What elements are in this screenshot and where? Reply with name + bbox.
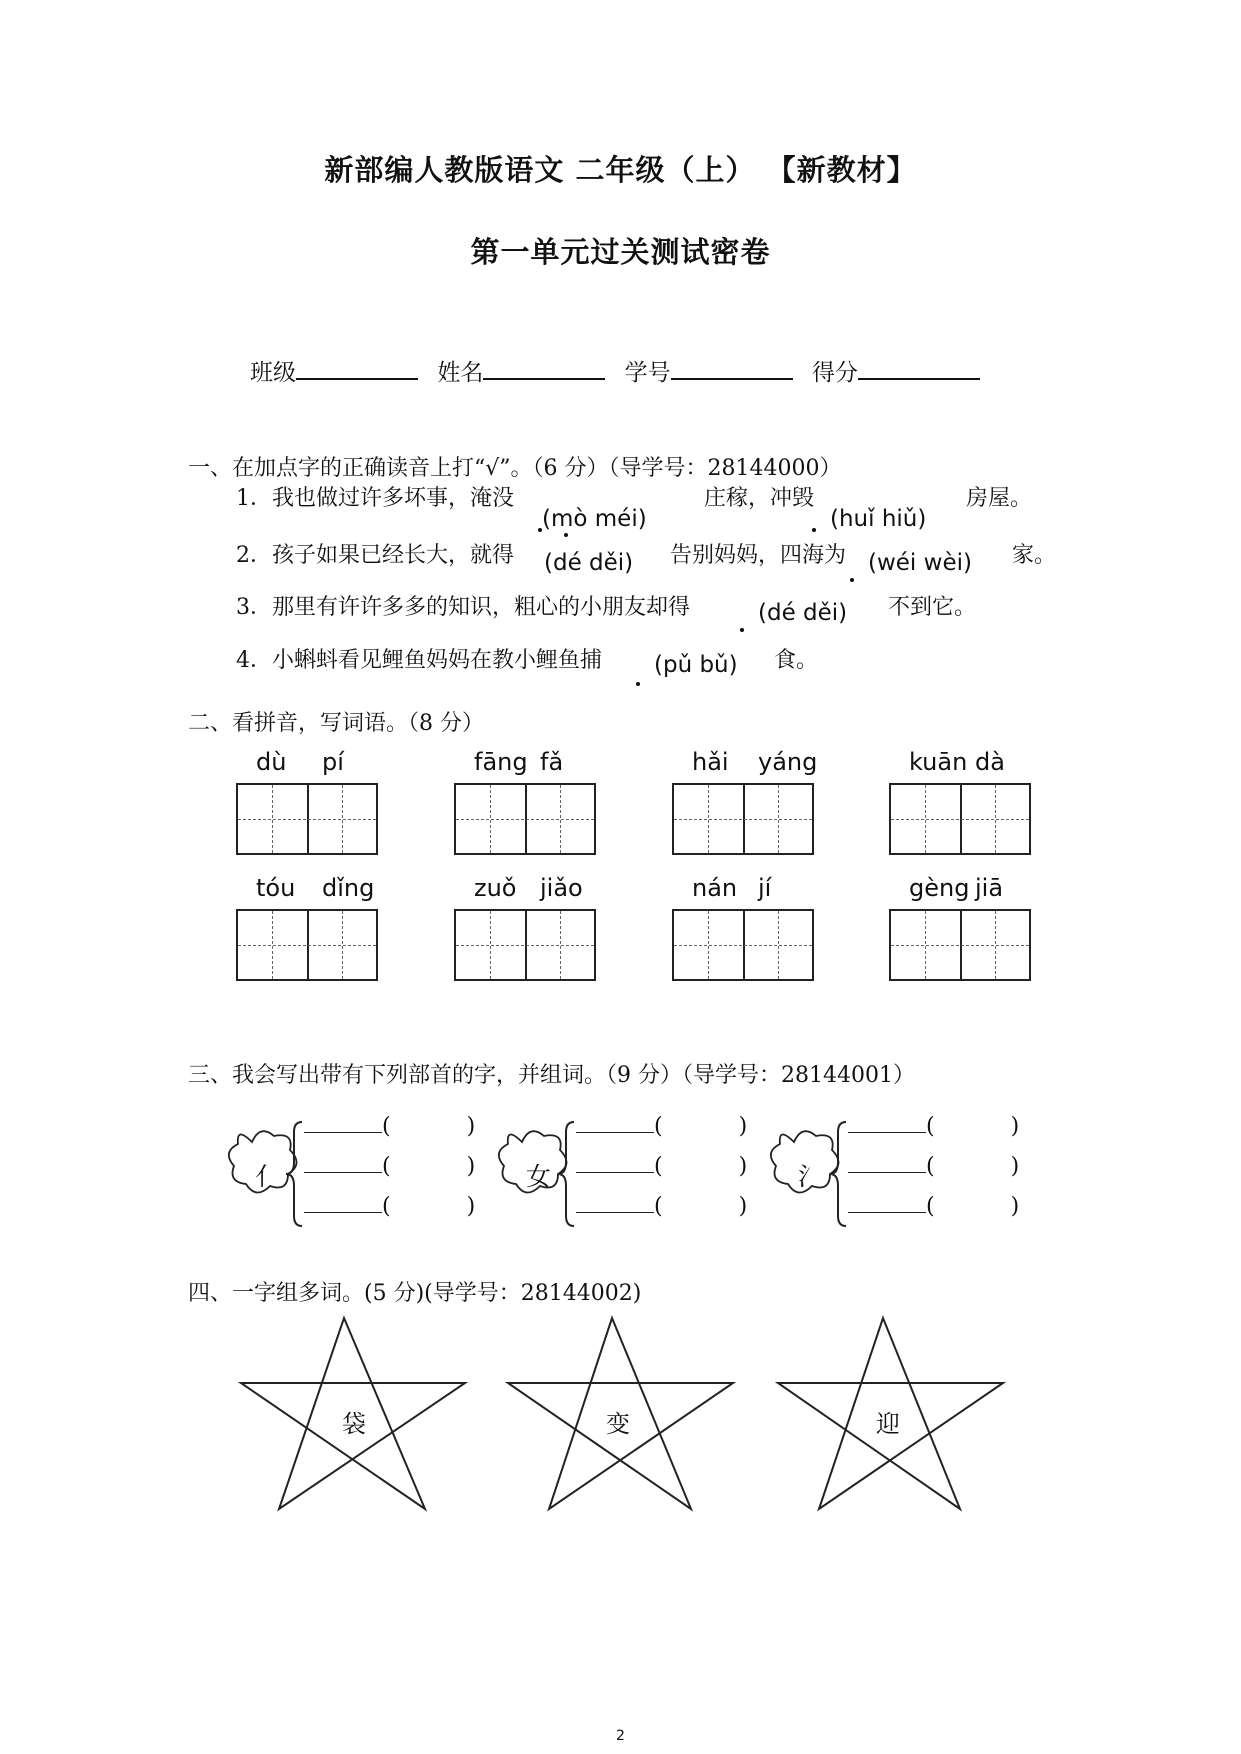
page-title: 新部编人教版语文 二年级（上） 【新教材】: [324, 153, 917, 187]
paren-open: (: [654, 1194, 663, 1219]
q3-text-a: 3．那里有许许多多的知识，粗心的小朋友却得: [236, 595, 690, 620]
pinyin-syllable: dǐng: [322, 874, 375, 902]
star-char-1: 袋: [342, 1410, 366, 1438]
radical-person: 亻: [255, 1162, 281, 1191]
paren-close: ): [738, 1114, 748, 1139]
q1-text-c: 房屋。: [966, 486, 1033, 511]
paren-open: (: [926, 1154, 935, 1179]
paren-open: (: [654, 1114, 663, 1139]
pinyin-syllable: tóu: [256, 874, 296, 902]
pinyin-syllable: gèng: [909, 874, 970, 902]
section4-heading: 四、一字组多词。(5 分)(导学号：28144002): [188, 1281, 642, 1306]
q4-text-b: 食。: [774, 648, 819, 673]
score-label: 得分: [811, 360, 858, 386]
paren-close: ): [738, 1154, 748, 1179]
pinyin-syllable: zuǒ: [474, 874, 517, 902]
pinyin-syllable: dù: [256, 748, 287, 776]
pinyin-syllable: fǎ: [540, 748, 564, 776]
pinyin-syllable: hǎi: [692, 748, 729, 776]
pinyin-syllable: yáng: [758, 748, 818, 776]
paren-close: ): [1010, 1194, 1020, 1219]
q4-pinyin-1: (pǔ bǔ): [654, 652, 738, 678]
paren-open: (: [654, 1154, 663, 1179]
radical-woman: 女: [526, 1162, 552, 1191]
paren-close: ): [1010, 1114, 1020, 1139]
pinyin-syllable: jiǎo: [540, 874, 583, 902]
paren-close: ): [466, 1194, 476, 1219]
q2-pinyin-1: (dé děi): [544, 550, 634, 576]
pinyin-syllable: pí: [322, 748, 344, 776]
paren-open: (: [926, 1194, 935, 1219]
pinyin-syllable: fāng: [474, 748, 528, 776]
pinyin-syllable: jiā: [975, 874, 1004, 902]
paren-close: ): [466, 1154, 476, 1179]
q1-text-b: 庄稼，冲毁: [704, 486, 815, 511]
q2-text-b: 告别妈妈，四海为: [670, 543, 847, 568]
q2-text-c: 家。: [1012, 543, 1057, 568]
section3-heading: 三、我会写出带有下列部首的字，并组词。（9 分）（导学号：28144001）: [188, 1063, 915, 1088]
section1-heading: 一、在加点字的正确读音上打“√”。（6 分）（导学号：28144000）: [188, 456, 842, 481]
radical-water: 氵: [798, 1162, 824, 1191]
q3-pinyin-1: (dé děi): [758, 600, 848, 626]
q4-text-a: 4．小蝌蚪看见鲤鱼妈妈在教小鲤鱼捕: [236, 648, 602, 673]
pinyin-syllable: jí: [758, 874, 772, 902]
paren-open: (: [926, 1114, 935, 1139]
class-label: 班级: [250, 360, 296, 386]
pinyin-syllable: nán: [692, 874, 738, 902]
q1-pinyin-2: (huǐ hiǔ): [830, 506, 927, 532]
q1-pinyin-1: (mò méi): [542, 506, 647, 532]
paren-open: (: [382, 1114, 391, 1139]
paren-close: ): [1010, 1154, 1020, 1179]
paren-close: ): [738, 1194, 748, 1219]
name-label: 姓名: [437, 360, 484, 386]
student-number-label: 学号: [624, 360, 671, 386]
paren-open: (: [382, 1154, 391, 1179]
star-char-2: 变: [606, 1410, 630, 1438]
q3-text-b: 不到它。: [888, 595, 977, 620]
section2-heading: 二、看拼音，写词语。（8 分）: [188, 711, 484, 736]
q1-text-a: 1．我也做过许多坏事，淹没: [236, 486, 514, 511]
pinyin-syllable: kuān: [909, 748, 968, 776]
q2-pinyin-2: (wéi wèi): [868, 550, 972, 576]
q2-text-a: 2．孩子如果已经长大，就得: [236, 543, 514, 568]
star-char-3: 迎: [876, 1410, 900, 1438]
paren-open: (: [382, 1194, 391, 1219]
page-subtitle: 第一单元过关测试密卷: [470, 235, 771, 269]
pinyin-syllable: dà: [975, 748, 1005, 776]
paren-close: ): [466, 1114, 476, 1139]
page-number: 2: [616, 1728, 625, 1744]
